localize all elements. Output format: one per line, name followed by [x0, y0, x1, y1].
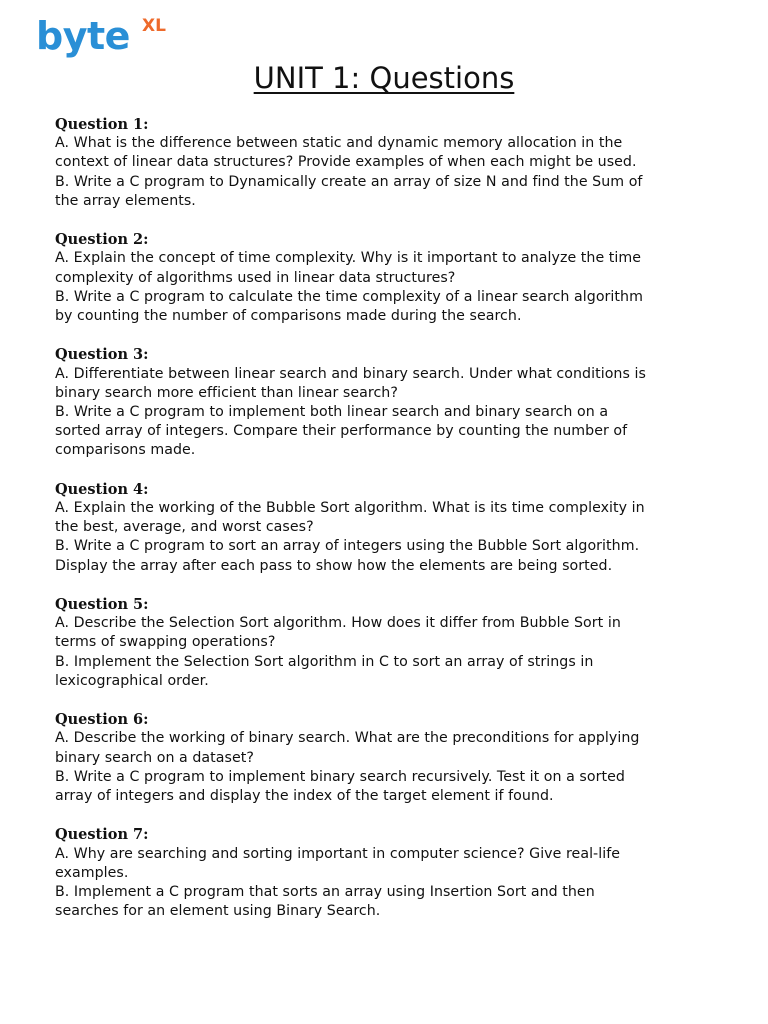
question-part-b-line: lexicographical order. — [55, 672, 209, 689]
question-part-a-line: binary search more efficient than linear search? — [55, 384, 398, 401]
page-title: UNIT 1: Questions — [253, 61, 515, 95]
question-part-b-line: B. Write a C program to Dynamically create an array of size N and find the Sum of — [55, 173, 643, 190]
question-block — [55, 230, 715, 326]
question-heading: Question 3: — [55, 346, 149, 364]
question-block — [55, 115, 715, 211]
logo-superscript: XL — [142, 16, 166, 36]
logo-wordmark: byte — [36, 14, 130, 58]
question-part-a-line: the best, average, and worst cases? — [55, 519, 314, 536]
question-part-b-line: B. Write a C program to sort an array of integers using the Bubble Sort algorithm. — [55, 538, 640, 555]
question-part-b-line: the array elements. — [55, 192, 196, 209]
question-block — [55, 480, 715, 576]
question-block — [55, 710, 715, 806]
question-block — [55, 825, 715, 921]
question-part-a-line: A. Explain the working of the Bubble Sort algorithm. What is its time complexity in — [55, 500, 645, 517]
question-heading: Question 5: — [55, 596, 149, 614]
question-part-b-line: array of integers and display the index of the target element if found. — [55, 788, 554, 805]
question-heading: Question 6: — [55, 711, 149, 729]
question-block — [55, 345, 715, 460]
question-part-b-line: comparisons made. — [55, 442, 196, 459]
question-part-b-line: searches for an element using Binary Search. — [55, 903, 381, 920]
question-part-a-line: binary search on a dataset? — [55, 749, 254, 766]
question-part-b-line: by counting the number of comparisons made during the search. — [55, 308, 522, 325]
question-part-b-line: B. Implement a C program that sorts an array using Insertion Sort and then — [55, 884, 595, 901]
question-part-a-line: A. Differentiate between linear search and binary search. Under what conditions is — [55, 365, 646, 382]
question-part-a-line: A. Describe the Selection Sort algorithm. How does it differ from Bubble Sort in — [55, 615, 621, 632]
question-part-b-line: B. Write a C program to calculate the time complexity of a linear search algorithm — [55, 288, 643, 305]
question-list — [55, 115, 715, 941]
question-part-b-line: B. Write a C program to implement binary search recursively. Test it on a sorted — [55, 768, 625, 785]
question-part-a-line: terms of swapping operations? — [55, 634, 276, 651]
question-part-a-line: A. Why are searching and sorting important in computer science? Give real-life — [55, 845, 621, 862]
question-part-a-line: A. Explain the concept of time complexity. Why is it important to analyze the time — [55, 250, 642, 267]
question-part-b-line: B. Write a C program to implement both linear search and binary search on a — [55, 404, 609, 421]
question-part-b-line: B. Implement the Selection Sort algorithm in C to sort an array of strings in — [55, 653, 594, 670]
question-heading: Question 7: — [55, 826, 149, 844]
question-part-b-line: Display the array after each pass to show how the elements are being sorted. — [55, 557, 613, 574]
question-heading: Question 4: — [55, 480, 149, 498]
question-part-a-line: A. Describe the working of binary search. What are the preconditions for applying — [55, 730, 640, 747]
question-block — [55, 595, 715, 691]
question-part-a-line: complexity of algorithms used in linear data structures? — [55, 269, 456, 286]
question-part-a-line: examples. — [55, 864, 129, 881]
byte-xl-logo — [36, 12, 196, 64]
question-part-a-line: A. What is the difference between static and dynamic memory allocation in the — [55, 135, 623, 152]
question-part-b-line: sorted array of integers. Compare their performance by counting the number of — [55, 423, 628, 440]
question-heading: Question 2: — [55, 231, 149, 249]
question-heading: Question 1: — [55, 116, 149, 133]
question-part-a-line: context of linear data structures? Provide examples of when each might be used. — [55, 154, 637, 171]
